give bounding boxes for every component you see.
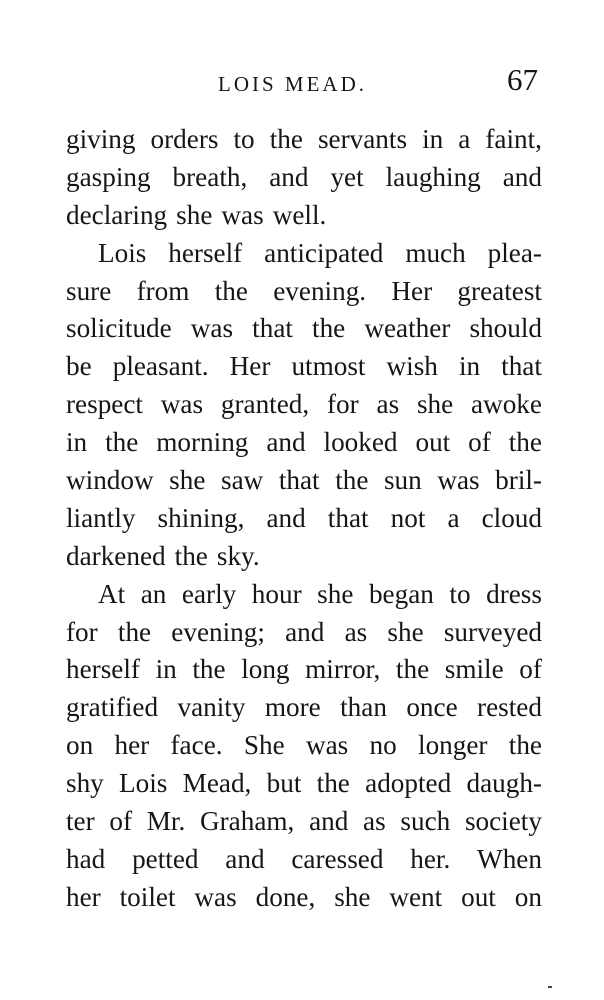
text-line	[66, 159, 542, 197]
word: Mead,	[182, 768, 252, 799]
word: to	[233, 124, 255, 154]
word: solicitude	[66, 313, 172, 344]
word: the	[174, 540, 208, 571]
word: as	[376, 389, 400, 420]
text-line	[66, 727, 542, 765]
word: herself	[168, 237, 243, 268]
word: that	[278, 465, 320, 496]
word: the	[117, 616, 152, 647]
word: long	[241, 654, 290, 685]
word: society	[464, 806, 542, 837]
word: not	[390, 502, 426, 533]
word: evening.	[273, 275, 367, 306]
word: was	[437, 465, 480, 496]
word: ter	[66, 806, 95, 837]
word: and	[266, 427, 306, 458]
word: the	[192, 654, 226, 685]
word: orders	[150, 124, 219, 154]
word: the	[105, 427, 139, 458]
word: went	[389, 881, 443, 912]
word: in	[422, 124, 444, 154]
word: out	[415, 427, 451, 458]
word: surveyed	[443, 616, 542, 647]
word: smile	[444, 654, 504, 685]
text-line	[66, 538, 542, 576]
word: longer	[418, 730, 488, 761]
word: in	[458, 351, 481, 382]
word: When	[477, 843, 542, 874]
word: petted	[132, 843, 199, 874]
word: awoke	[471, 389, 542, 420]
word: anticipated	[264, 237, 384, 268]
word: a	[447, 502, 460, 533]
word: herself	[66, 654, 140, 685]
word: shy	[66, 768, 104, 799]
word: she	[176, 199, 213, 230]
text-line	[66, 879, 542, 917]
word: she	[416, 389, 454, 420]
word: well.	[272, 199, 327, 230]
word: Graham,	[199, 806, 295, 837]
word: plea-	[487, 237, 542, 268]
word: giving	[66, 124, 136, 154]
text-line	[66, 689, 542, 727]
word: she	[317, 578, 354, 609]
word: but	[266, 768, 302, 799]
word: done,	[255, 881, 316, 912]
word: the	[312, 313, 346, 344]
word: for	[66, 616, 98, 647]
word: rested	[477, 692, 542, 723]
text-line	[66, 273, 542, 311]
word: an	[140, 578, 167, 609]
word: much	[405, 237, 466, 268]
word: the	[335, 465, 369, 496]
text-line	[66, 651, 542, 689]
word: greatest	[457, 275, 542, 306]
word: morning	[156, 427, 249, 458]
word: the	[508, 730, 542, 761]
word: liantly	[66, 502, 136, 533]
word: and	[309, 806, 349, 837]
word: and	[502, 161, 542, 192]
word: breath,	[172, 161, 248, 192]
word: adopted	[365, 768, 452, 799]
word: the	[269, 124, 303, 154]
word: cloud	[481, 502, 542, 533]
word: out	[461, 881, 496, 912]
word: no	[369, 730, 397, 761]
word: than	[340, 692, 387, 723]
word: the	[395, 654, 430, 685]
word: from	[136, 275, 190, 306]
running-header	[0, 62, 604, 102]
word: of	[468, 427, 491, 458]
word: was	[160, 389, 204, 420]
word: and	[285, 616, 325, 647]
print-mark	[548, 986, 552, 988]
word: and	[266, 502, 306, 533]
word: gratified	[66, 692, 159, 723]
word: sun	[383, 465, 422, 496]
word: bril-	[495, 465, 542, 496]
word: servants	[317, 124, 408, 154]
word: of	[109, 806, 133, 837]
word: was	[190, 313, 234, 344]
word: of	[519, 654, 542, 685]
word: in	[66, 427, 88, 458]
word: granted,	[220, 389, 310, 420]
word: yet	[330, 161, 364, 192]
text-line	[66, 841, 542, 879]
word: faint,	[485, 124, 542, 154]
word: Mr.	[146, 806, 186, 837]
word: laughing	[385, 161, 481, 192]
word: window	[66, 465, 154, 496]
word: her	[114, 730, 150, 761]
word: that	[501, 351, 542, 382]
word: At	[98, 578, 126, 609]
word: should	[469, 313, 542, 344]
text-line	[66, 310, 542, 348]
word: toilet	[119, 881, 176, 912]
text-line	[66, 197, 542, 235]
page-number: 67	[507, 62, 538, 97]
word: sky.	[216, 540, 260, 571]
text-line	[66, 235, 542, 273]
word: was	[305, 730, 349, 761]
word: respect	[66, 389, 143, 420]
word: her	[66, 881, 101, 912]
word: for	[327, 389, 359, 420]
word: wish	[386, 351, 438, 382]
text-line	[66, 576, 542, 614]
word: face.	[170, 730, 223, 761]
word: Her	[229, 351, 271, 382]
word: as	[363, 806, 386, 837]
text-line	[66, 462, 542, 500]
text-line	[66, 348, 542, 386]
word: and	[225, 843, 265, 874]
text-line	[66, 614, 542, 652]
word: hour	[251, 578, 302, 609]
word: to	[449, 578, 471, 609]
word: had	[66, 843, 106, 874]
word: on	[514, 881, 542, 912]
word: that	[252, 313, 293, 344]
word: she	[387, 616, 424, 647]
body-text	[66, 121, 542, 917]
word: a	[458, 124, 471, 154]
word: once	[406, 692, 458, 723]
word: Lois	[98, 237, 147, 268]
word: on	[66, 730, 94, 761]
word: early	[181, 578, 237, 609]
word: Her	[391, 275, 433, 306]
word: She	[243, 730, 285, 761]
word: Lois	[119, 768, 168, 799]
word: sure	[66, 275, 112, 306]
text-line	[66, 386, 542, 424]
word: began	[368, 578, 434, 609]
word: shining,	[157, 502, 245, 533]
word: weather	[364, 313, 451, 344]
word: mirror,	[305, 654, 381, 685]
word: the	[316, 768, 350, 799]
text-line	[66, 121, 542, 159]
word: darkened	[66, 540, 166, 571]
word: and	[269, 161, 309, 192]
running-head-title: LOIS MEAD.	[218, 72, 367, 96]
word: caressed	[291, 843, 384, 874]
word: more	[264, 692, 321, 723]
word: vanity	[177, 692, 246, 723]
word: she	[334, 881, 371, 912]
text-line	[66, 424, 542, 462]
word: utmost	[291, 351, 366, 382]
word: pleasant.	[112, 351, 209, 382]
word: she	[169, 465, 206, 496]
word: gasping	[66, 161, 151, 192]
word: her.	[410, 843, 451, 874]
word: daugh-	[466, 768, 542, 799]
word: that	[327, 502, 369, 533]
word: be	[66, 351, 92, 382]
text-line	[66, 803, 542, 841]
text-line	[66, 765, 542, 803]
word: in	[155, 654, 177, 685]
word: evening;	[171, 616, 265, 647]
word: declaring	[66, 199, 168, 230]
word: looked	[323, 427, 398, 458]
word: was	[194, 881, 237, 912]
word: the	[214, 275, 248, 306]
word: was	[221, 199, 264, 230]
word: as	[344, 616, 368, 647]
word: dress	[486, 578, 542, 609]
word: the	[508, 427, 542, 458]
word: saw	[220, 465, 264, 496]
word: such	[400, 806, 451, 837]
text-line	[66, 500, 542, 538]
